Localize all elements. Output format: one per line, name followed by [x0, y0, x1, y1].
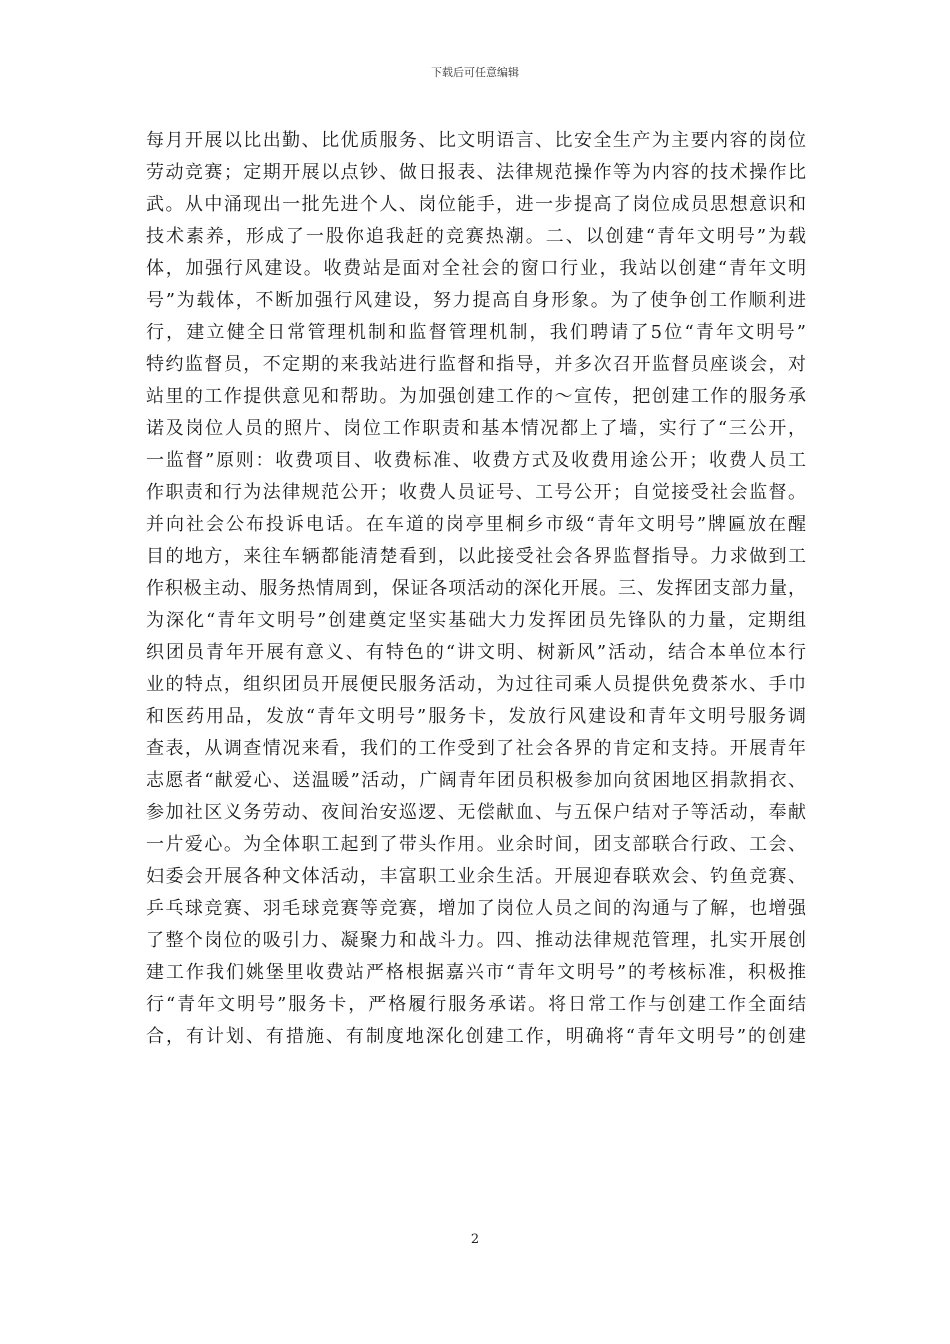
text-line: 并向社会公布投诉电话。在车道的岗亭里桐乡市级“青年文明号”牌匾放在醒 — [146, 514, 806, 535]
text-line: 业的特点，组织团员开展便民服务活动，为过往司乘人员提供免费茶水、手巾 — [146, 674, 806, 695]
text-line: 站里的工作提供意见和帮助。为加强创建工作的～宣传，把创建工作的服务承 — [146, 386, 806, 407]
text-line: 参加社区义务劳动、夜间治安巡逻、无偿献血、与五保户结对子等活动，奉献 — [146, 802, 806, 823]
text-line: 妇委会开展各种文体活动，丰富职工业余生活。开展迎春联欢会、钓鱼竞赛、 — [146, 866, 806, 887]
text-line: 武。从中涌现出一批先进个人、岗位能手，进一步提高了岗位成员思想意识和 — [146, 194, 806, 215]
text-line: 为深化“青年文明号”创建奠定坚实基础大力发挥团员先锋队的力量，定期组 — [146, 610, 806, 631]
text-line: 诺及岗位人员的照片、岗位工作职责和基本情况都上了墙，实行了“三公开， — [146, 418, 806, 439]
text-line: 了整个岗位的吸引力、凝聚力和战斗力。四、推动法律规范管理，扎实开展创 — [146, 930, 806, 951]
text-line: 一监督”原则：收费项目、收费标准、收费方式及收费用途公开；收费人员工 — [146, 450, 806, 471]
body-paragraph — [146, 125, 806, 1053]
text-line: 一片爱心。为全体职工起到了带头作用。业余时间，团支部联合行政、工会、 — [146, 834, 806, 855]
text-line: 乒乓球竞赛、羽毛球竞赛等竞赛，增加了岗位人员之间的沟通与了解，也增强 — [146, 898, 806, 919]
page-header: 下载后可任意编辑 — [431, 66, 519, 79]
text-line: 技术素养，形成了一股你追我赶的竞赛热潮。二、以创建“青年文明号”为载 — [146, 226, 806, 247]
text-line: 合，有计划、有措施、有制度地深化创建工作，明确将“青年文明号”的创建 — [146, 1026, 806, 1047]
text-line: 查表，从调查情况来看，我们的工作受到了社会各界的肯定和支持。开展青年 — [146, 738, 806, 759]
text-line: 作职责和行为法律规范公开；收费人员证号、工号公开；自觉接受社会监督。 — [146, 482, 806, 503]
text-line: 行，建立健全日常管理机制和监督管理机制，我们聘请了5位“青年文明号” — [146, 322, 806, 343]
text-line: 体，加强行风建设。收费站是面对全社会的窗口行业，我站以创建“青年文明 — [146, 258, 806, 279]
text-line: 号”为载体，不断加强行风建设，努力提高自身形象。为了使争创工作顺利进 — [146, 290, 806, 311]
page-number: 2 — [470, 1232, 480, 1247]
text-line: 特约监督员，不定期的来我站进行监督和指导，并多次召开监督员座谈会，对 — [146, 354, 806, 375]
text-line: 行“青年文明号”服务卡，严格履行服务承诺。将日常工作与创建工作全面结 — [146, 994, 806, 1015]
text-line: 每月开展以比出勤、比优质服务、比文明语言、比安全生产为主要内容的岗位 — [146, 130, 806, 151]
text-line: 劳动竞赛；定期开展以点钞、做日报表、法律规范操作等为内容的技术操作比 — [146, 162, 806, 183]
text-line: 目的地方，来往车辆都能清楚看到，以此接受社会各界监督指导。力求做到工 — [146, 546, 806, 567]
text-line: 织团员青年开展有意义、有特色的“讲文明、树新风”活动，结合本单位本行 — [146, 642, 806, 663]
text-line: 志愿者“献爱心、送温暖”活动，广阔青年团员积极参加向贫困地区捐款捐衣、 — [146, 770, 806, 791]
text-line: 建工作我们姚堡里收费站严格根据嘉兴市“青年文明号”的考核标准，积极推 — [146, 962, 806, 983]
text-line: 作积极主动、服务热情周到，保证各项活动的深化开展。三、发挥团支部力量， — [146, 578, 806, 599]
text-line: 和医药用品，发放“青年文明号”服务卡，发放行风建设和青年文明号服务调 — [146, 706, 806, 727]
